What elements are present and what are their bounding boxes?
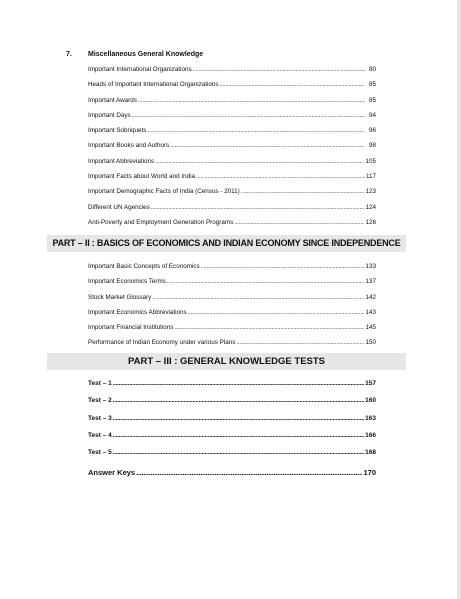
toc-entry[interactable]	[88, 293, 376, 308]
toc-entry[interactable]	[88, 432, 376, 449]
toc-entry[interactable]	[88, 126, 376, 141]
leader-dots	[147, 126, 365, 135]
toc-entry-label: Important Sobriquets	[88, 127, 147, 135]
toc-entry-page: 85	[368, 81, 376, 89]
toc-entry-page: 123	[365, 188, 376, 196]
leader-dots	[151, 203, 365, 212]
toc-entry-page: 94	[368, 111, 376, 119]
toc-entry-label: Heads of Important International Organizations	[88, 81, 219, 89]
leader-dots	[170, 141, 365, 150]
toc-entry-page: 143	[365, 308, 376, 316]
toc-entry-page: 137	[365, 278, 376, 286]
toc-entry-label: Test – 2	[88, 397, 112, 405]
leader-dots	[201, 262, 365, 271]
leader-dots	[234, 218, 364, 227]
leader-dots	[196, 172, 365, 181]
leader-dots	[113, 397, 364, 404]
leader-dots	[155, 157, 364, 166]
leader-dots	[152, 293, 364, 302]
toc-entry[interactable]	[88, 218, 376, 233]
leader-dots	[132, 111, 365, 120]
toc-entry-label: Important Facts about World and India	[88, 173, 195, 181]
leader-dots	[236, 338, 364, 347]
toc-entry-page: 142	[365, 293, 376, 301]
toc-list-part3	[88, 380, 376, 486]
toc-entry-label: Stock Market Glossary	[88, 293, 152, 301]
toc-entry[interactable]	[88, 65, 376, 80]
toc-entry-page: 85	[368, 96, 376, 104]
toc-entry-label: Important Economics Abbreviations	[88, 308, 187, 316]
toc-entry-page: 157	[365, 380, 376, 387]
leader-dots	[113, 380, 364, 387]
leader-dots	[113, 415, 364, 422]
toc-entry-label: Answer Keys	[88, 468, 136, 478]
toc-entry-label: Important Basic Concepts of Economics	[88, 263, 200, 270]
toc-entry[interactable]	[88, 80, 376, 95]
toc-entry[interactable]	[88, 141, 376, 156]
toc-entry[interactable]	[88, 415, 376, 432]
toc-entry-page: 170	[363, 468, 376, 478]
toc-entry[interactable]	[88, 172, 376, 187]
toc-entry[interactable]	[88, 262, 376, 277]
toc-entry-label: Test – 5	[88, 449, 112, 457]
toc-entry-page: 98	[368, 142, 376, 150]
section-title: Miscellaneous General Knowledge	[88, 51, 204, 58]
toc-entry[interactable]	[88, 203, 376, 218]
toc-entry-page: 150	[365, 339, 376, 347]
toc-entry-page: 133	[365, 263, 376, 270]
leader-dots	[136, 468, 362, 477]
toc-entry-label: Test – 3	[88, 414, 112, 422]
leader-dots	[193, 65, 365, 74]
toc-entry-page: 105	[365, 157, 376, 165]
toc-list-part2	[88, 262, 376, 354]
toc-entry-label: Test – 1	[88, 380, 112, 387]
toc-entry-page: 124	[365, 203, 376, 211]
toc-entry-page: 168	[365, 449, 376, 457]
leader-dots	[113, 449, 364, 456]
leader-dots	[174, 323, 364, 332]
toc-entry-page: 96	[368, 127, 376, 135]
toc-entry-page: 160	[365, 397, 376, 405]
toc-entry-label: Important Abbreviations	[88, 157, 155, 165]
toc-entry-label: Important Books and Authors	[88, 142, 170, 150]
part2-heading: PART – II : BASICS OF ECONOMICS AND INDIAN ECONOMY SINCE INDEPENDENCE	[47, 235, 406, 252]
toc-entry[interactable]	[88, 323, 376, 338]
toc-entry[interactable]	[88, 157, 376, 172]
toc-entry-label: Important Financial Institutions	[88, 324, 174, 332]
page-edge-shadow	[457, 0, 461, 599]
toc-entry-label: Important Demographic Facts of India (Census - 2011)	[88, 188, 240, 196]
answer-keys-entry[interactable]	[88, 468, 376, 485]
toc-entry-page: 126	[365, 218, 376, 226]
toc-entry[interactable]	[88, 96, 376, 111]
toc-entry-label: Important Economics Terms	[88, 278, 166, 286]
toc-entry-label: Important Days	[88, 111, 131, 119]
toc-entry[interactable]	[88, 449, 376, 466]
toc-entry-label: Performance of Indian Economy under various Plans	[88, 339, 236, 347]
toc-entry-page: 163	[365, 414, 376, 422]
toc-entry[interactable]	[88, 338, 376, 353]
toc-entry-page: 80	[368, 66, 376, 73]
toc-entry[interactable]	[88, 397, 376, 414]
toc-entry-label: Important Awards	[88, 96, 137, 104]
toc-entry[interactable]	[88, 308, 376, 323]
toc-entry[interactable]	[88, 111, 376, 126]
leader-dots	[188, 308, 365, 317]
leader-dots	[138, 96, 365, 105]
toc-entry[interactable]	[88, 380, 376, 397]
section-number: 7.	[66, 51, 72, 58]
toc-entry-page: 117	[365, 173, 376, 181]
leader-dots	[220, 80, 365, 89]
leader-dots	[241, 187, 365, 196]
toc-entry-page: 166	[365, 431, 376, 439]
toc-entry[interactable]	[88, 277, 376, 292]
toc-entry[interactable]	[88, 187, 376, 202]
toc-entry-label: Important International Organizations	[88, 66, 192, 73]
leader-dots	[113, 432, 364, 439]
toc-entry-label: Different UN Agencies	[88, 203, 150, 211]
part3-heading: PART – III : GENERAL KNOWLEDGE TESTS	[47, 353, 406, 370]
toc-entry-label: Anti-Poverty and Employment Generation Programs	[88, 218, 234, 226]
toc-entry-page: 145	[365, 324, 376, 332]
toc-list-section7	[88, 65, 376, 233]
leader-dots	[167, 277, 365, 286]
toc-entry-label: Test – 4	[88, 431, 112, 439]
